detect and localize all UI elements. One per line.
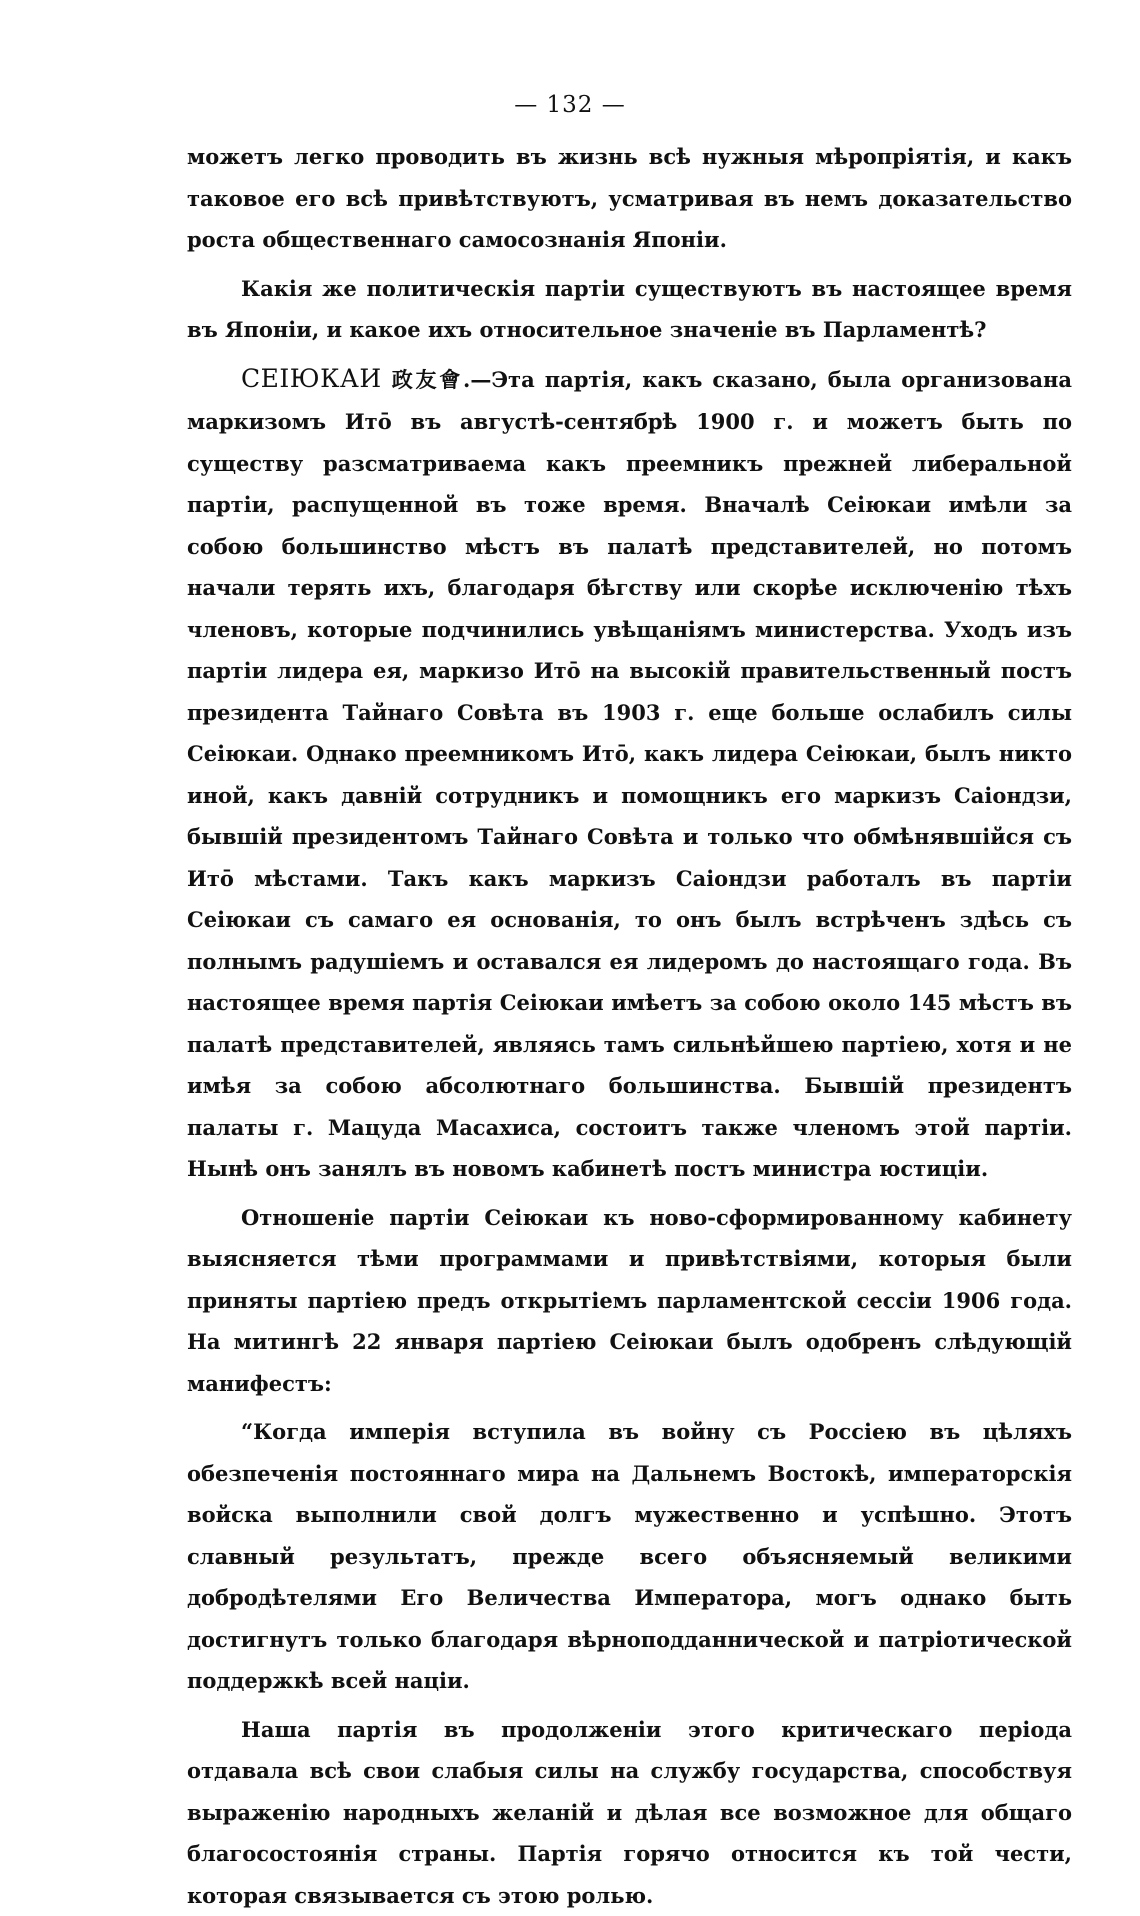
- paragraph-seiyukai-text: .—Эта партія, какъ сказано, была организована маркизомъ Итō въ августѣ-сентябрѣ 1900 г. и можетъ быть по существу разсматриваема какъ преемникъ прежней либеральной партіи, распущенной въ тоже время. Вначалѣ Сеіюкаи имѣли за собою большинство мѣстъ въ палатѣ представителей, но потомъ начали терять ихъ, благодаря бѣгству или скорѣе исключенію тѣхъ членовъ, которые подчинились увѣщаніямъ министерства. Уходъ изъ партіи лидера ея, маркизо Итō на высокій правительственный постъ президента Тайнаго Совѣта въ 1903 г. еще больше ослабилъ силы Сеіюкаи. Однако преемникомъ Итō, какъ лидера Сеіюкаи, былъ никто иной, какъ давній сотрудникъ и помощникъ его маркизъ Саіондзи, бывшій президентомъ Тайнаго Совѣта и только что обмѣнявшійся съ Итō мѣстами. Такъ какъ маркизъ Саіондзи работалъ въ партіи Сеіюкаи съ самаго ея основанія, то онъ былъ встрѣченъ здѣсь съ полнымъ радушіемъ и оставался ея лидеромъ до настоящаго года. Въ настоящее время партія Сеіюкаи имѣетъ за собою около 145 мѣстъ въ палатѣ представителей, являясь тамъ сильнѣйшею партіею, хотя и не имѣя за собою абсолютнаго большинства. Бывшій президентъ палаты г. Мацуда Масахиса, состоитъ также членомъ этой партіи. Нынѣ онъ занялъ въ новомъ кабинетѣ постъ министра юстиціи.: [187, 367, 1072, 1182]
- party-name: СЕІЮКАИ: [241, 364, 382, 393]
- paragraph-relation: Отношеніе партіи Сеіюкаи къ ново-сформированному кабинету выясняется тѣми программами и привѣтствіями, которыя были приняты партіею предъ открытіемъ парламентской сессіи 1906 года. На митингѣ 22 января партіею Сеіюкаи былъ одобренъ слѣдующій манифестъ:: [187, 1197, 1072, 1405]
- paragraph-manifesto-quote: “Когда имперія вступила въ войну съ Россіею въ цѣляхъ обезпеченія постояннаго мира на Дальнемъ Востокѣ, императорскія войска выполнили свой долгъ мужественно и успѣшно. Этотъ славный результатъ, прежде всего объясняемый великими добродѣтелями Его Величества Императора, могъ однако быть достигнутъ только благодаря вѣрноподданнической и патріотической поддержкѣ всей націи.: [187, 1411, 1072, 1702]
- party-kanji: 政友會: [392, 368, 463, 392]
- paragraph-seiyukai: [187, 358, 1072, 1190]
- page-number: — 132 —: [0, 92, 1140, 118]
- paragraph-continuation: можетъ легко проводить въ жизнь всѣ нужныя мѣропріятія, и какъ таковое его всѣ привѣтствуютъ, усматривая въ немъ доказательство роста общественнаго самосознанія Японіи.: [187, 136, 1072, 261]
- paragraph-question: Какія же политическія партіи существуютъ въ настоящее время въ Японіи, и какое ихъ относительное значеніе въ Парламентѣ?: [187, 268, 1072, 351]
- body-text: [187, 136, 1072, 1916]
- paragraph-manifesto-continued: Наша партія въ продолженіи этого критическаго періода отдавала всѣ свои слабыя силы на службу государства, способствуя выраженію народныхъ желаній и дѣлая все возможное для общаго благосостоянія страны. Партія горячо относится къ той чести, которая связывается съ этою ролью.: [187, 1709, 1072, 1916]
